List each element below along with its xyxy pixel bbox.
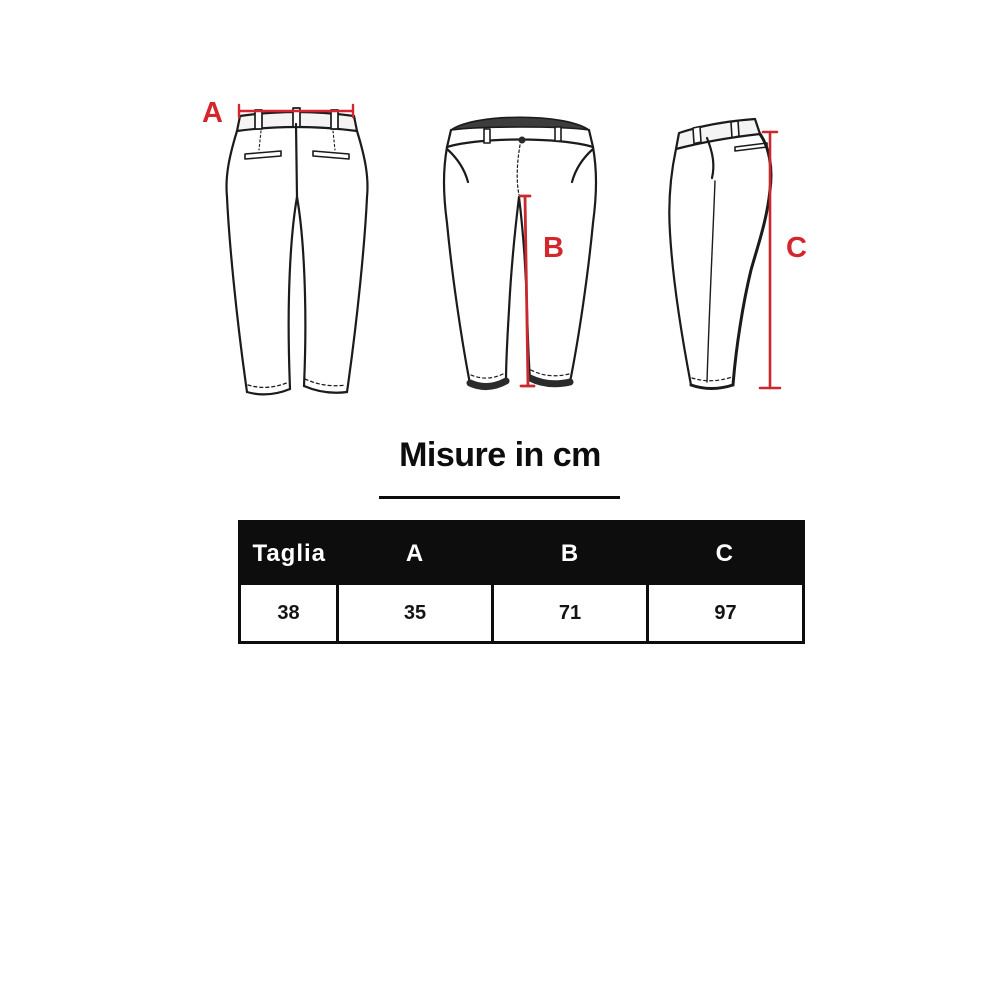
table-row: [240, 585, 804, 643]
figure-pants-front: [440, 85, 600, 405]
measure-line-c: [760, 132, 780, 388]
col-header-taglia: Taglia: [240, 522, 338, 586]
pants-front-view-icon: [440, 85, 600, 405]
cell-measure-c: 97: [648, 585, 804, 643]
header-row: [240, 522, 804, 586]
pants-front-line-art: [444, 117, 596, 386]
size-table: [238, 520, 805, 644]
section-title: Misure in cm: [399, 436, 601, 474]
col-header-c: C: [648, 522, 804, 586]
pants-back-view-icon: [195, 85, 375, 405]
cell-measure-b: 71: [493, 585, 648, 643]
measure-label-b: B: [543, 232, 564, 264]
figure-pants-side: [655, 85, 825, 405]
cell-measure-a: 35: [338, 585, 493, 643]
cell-taglia: 38: [240, 585, 338, 643]
col-header-a: A: [338, 522, 493, 586]
measure-label-a: A: [202, 97, 223, 129]
pants-back-line-art: [226, 108, 367, 394]
figure-pants-back: [195, 85, 375, 405]
title-underline: [379, 496, 620, 499]
pants-side-line-art: [669, 119, 771, 389]
size-table-header: [240, 522, 804, 586]
size-table-body: [240, 585, 804, 643]
col-header-b: B: [493, 522, 648, 586]
measure-label-c: C: [786, 232, 807, 264]
